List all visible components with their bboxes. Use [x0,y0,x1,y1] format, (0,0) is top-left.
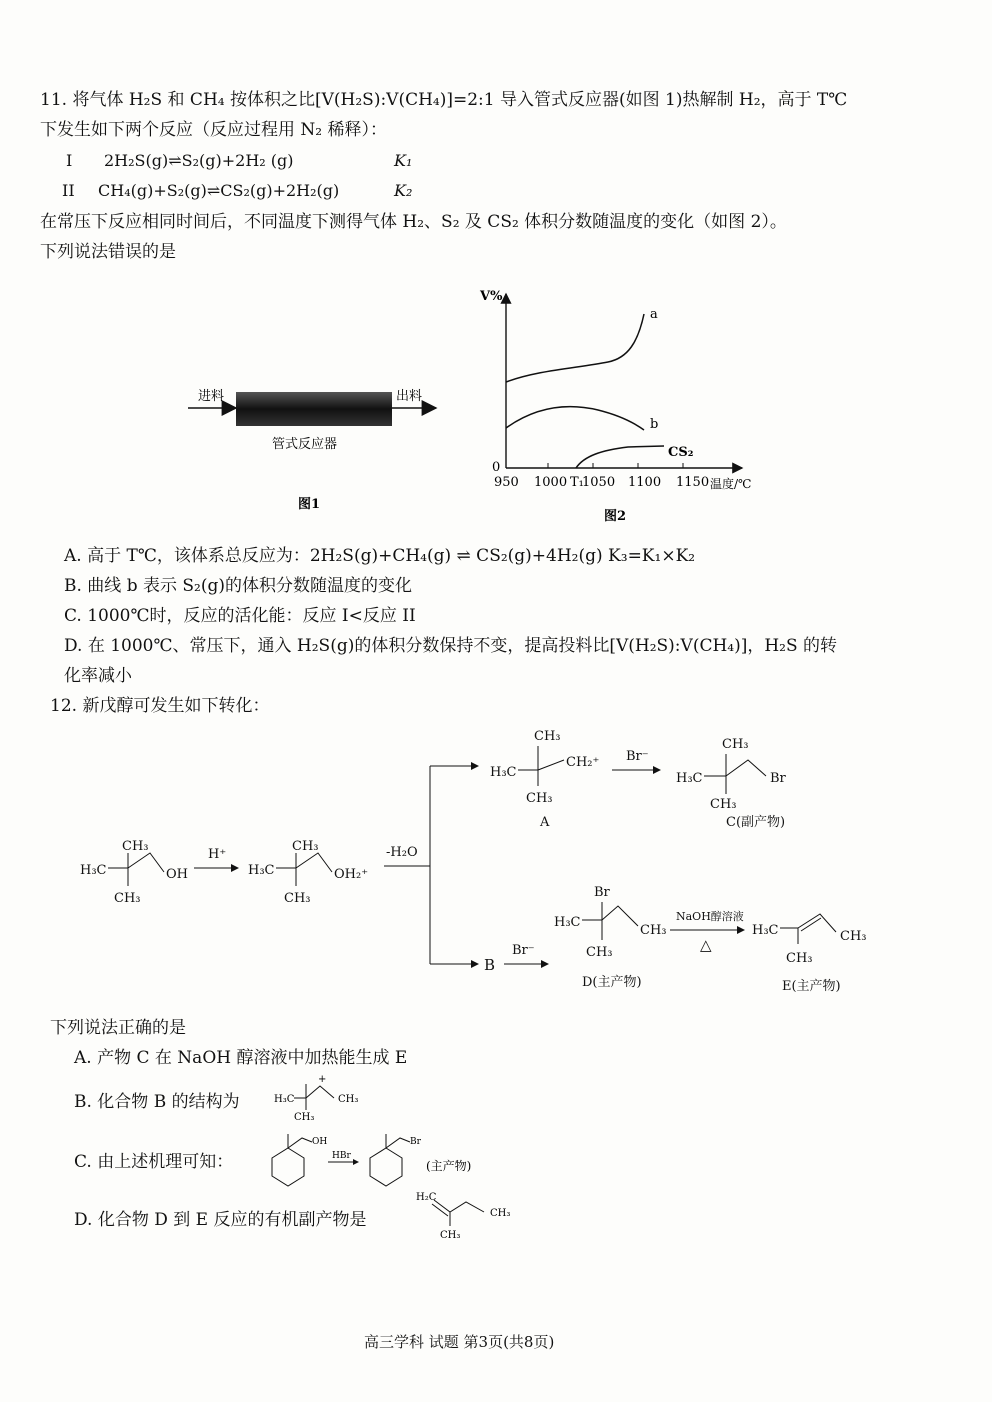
reagent-h-plus: H⁺ [208,847,227,862]
svg-text:H₃C: H₃C [274,1094,295,1105]
svg-text:CH₂⁺: CH₂⁺ [566,755,600,770]
svg-text:CH₃: CH₃ [294,1112,315,1123]
svg-text:CH₃: CH₃ [440,1230,461,1241]
curve-b [506,407,644,430]
q11-option-d-line1: D. 在 1000℃、常压下，通入 H₂S(g)的体积分数保持不变，提高投料比[V(H₂S):V(CH₄)]，H₂S 的转 [64,636,838,656]
reagent-heat: △ [700,936,712,954]
reactor-label: 管式反应器 [272,437,338,452]
svg-text:H₃C: H₃C [554,915,581,930]
curve-a [506,314,644,382]
svg-text:CH₃: CH₃ [338,1094,359,1105]
label-a: A [540,815,550,830]
svg-text:CH₃: CH₃ [722,737,749,752]
x-tick-1150: 1150 [676,475,710,490]
svg-text:Br: Br [594,885,610,900]
q12-option-b: B. 化合物 B 的结构为 [74,1092,240,1112]
neopentyl-alcohol [80,839,188,906]
q12-reaction-scheme [70,718,890,1008]
svg-text:Br: Br [410,1137,421,1147]
svg-text:CH₃: CH₃ [586,945,613,960]
svg-text:CH₃: CH₃ [640,923,667,938]
q11-r2-eq: CH₄(g)+S₂(g)⇌CS₂(g)+2H₂(g) [98,181,340,200]
svg-text:OH₂⁺: OH₂⁺ [334,867,369,882]
svg-text:CH₃: CH₃ [786,951,813,966]
q11-line4: 下列说法错误的是 [40,242,176,262]
curve-cs2-label: CS₂ [668,445,694,460]
page-footer: 高三学科 试题 第3页(共8页) [364,1333,555,1351]
svg-text:H₃C: H₃C [490,765,517,780]
origin-label: 0 [492,460,501,475]
svg-text:CH₃: CH₃ [840,929,867,944]
x-tick-950: 950 [494,475,519,490]
option-c-scheme [262,1128,522,1192]
q11-r1-k: K₁ [394,151,413,170]
svg-text:H₃C: H₃C [80,863,107,878]
q11-line2: 下发生如下两个反应（反应过程用 N₂ 稀释）： [40,120,387,140]
q11-r2-label: II [62,181,75,200]
q11-r1-label: I [66,151,73,170]
y-axis-label: V% [480,289,503,304]
q11-r1-eq: 2H₂S(g)⇌S₂(g)+2H₂ (g) [104,151,294,170]
q12-option-a: A. 产物 C 在 NaOH 醇溶液中加热能生成 E [74,1048,408,1068]
svg-text:H₃C: H₃C [248,863,275,878]
svg-text:CH₃: CH₃ [284,891,311,906]
svg-text:(主产物): (主产物) [426,1159,472,1173]
svg-text:OH: OH [166,867,188,882]
feed-out-label: 出料 [396,389,423,404]
svg-text:H₂C: H₂C [416,1192,437,1203]
curve-a-label: a [650,307,658,322]
x-tick-marks [548,463,683,468]
svg-text:OH: OH [312,1137,328,1147]
q11-option-d-line2: 化率减小 [64,666,132,686]
x-tick-1100: 1100 [628,475,662,490]
protonated-alcohol [248,839,368,906]
curve-b-label: b [650,417,659,432]
q11-r2-k: K₂ [394,181,413,200]
svg-text:CH₃: CH₃ [490,1208,511,1219]
reagent-br-2: Br⁻ [512,943,535,958]
q11-option-a: A. 高于 T℃，该体系总反应为：2H₂S(g)+CH₄(g) ⇌ CS₂(g)+4H₂(g) K₃=K₁×K₂ [64,546,696,566]
x-tick-t1: T₁ [570,475,584,490]
svg-text:H₃C: H₃C [676,771,703,786]
reagent-naoh: NaOH醇溶液 [676,910,744,923]
svg-text:CH₃: CH₃ [292,839,319,854]
label-b: B [484,956,496,974]
svg-text:CH₃: CH₃ [114,891,141,906]
feed-in-label: 进料 [198,389,225,404]
q11-option-c: C. 1000℃时，反应的活化能：反应 I<反应 II [64,606,416,626]
figure-2-caption: 图2 [604,509,627,524]
label-c: C(副产物) [726,815,786,830]
x-tick-1050: 1050 [582,475,616,490]
svg-text:CH₃: CH₃ [710,797,737,812]
figure-1-reactor [180,380,450,520]
q12-option-d: D. 化合物 D 到 E 反应的有机副产物是 [74,1210,367,1230]
q12-stem: 12. 新戊醇可发生如下转化： [50,696,270,716]
x-tick-1000: 1000 [534,475,568,490]
option-d-structure [410,1186,520,1242]
svg-text:Br: Br [770,771,786,786]
curve-cs2 [576,446,664,468]
figure-2-chart [478,280,778,530]
svg-text:HBr: HBr [332,1151,351,1161]
q11-option-b: B. 曲线 b 表示 S₂(g)的体积分数随温度的变化 [64,576,413,596]
q12-question: 下列说法正确的是 [50,1018,186,1038]
svg-text:H₃C: H₃C [752,923,779,938]
reagent-br-1: Br⁻ [626,749,649,764]
svg-text:+: + [318,1074,327,1085]
q11-line3: 在常压下反应相同时间后，不同温度下测得气体 H₂、S₂ 及 CS₂ 体积分数随温度的变化（如图 2）。 [40,212,787,232]
compound-a [490,729,599,830]
q11-line1: 11. 将气体 H₂S 和 CH₄ 按体积之比[V(H₂S):V(CH₄)]=2:1 导入管式反应器(如图 1)热解制 H₂，高于 T℃ [40,90,848,110]
q12-option-c: C. 由上述机理可知： [74,1152,234,1172]
option-b-structure [272,1070,372,1124]
svg-text:CH₃: CH₃ [534,729,561,744]
label-e: E(主产物) [782,979,841,994]
compound-c [676,737,787,830]
svg-text:CH₃: CH₃ [122,839,149,854]
svg-text:CH₃: CH₃ [526,791,553,806]
reactor-tube [236,392,392,426]
label-d: D(主产物) [582,975,642,990]
figure-1-caption: 图1 [298,497,321,512]
reagent-minus-water: -H₂O [386,845,418,860]
compound-e [752,914,867,994]
x-axis-label: 温度/℃ [710,477,752,491]
compound-d [554,885,667,990]
